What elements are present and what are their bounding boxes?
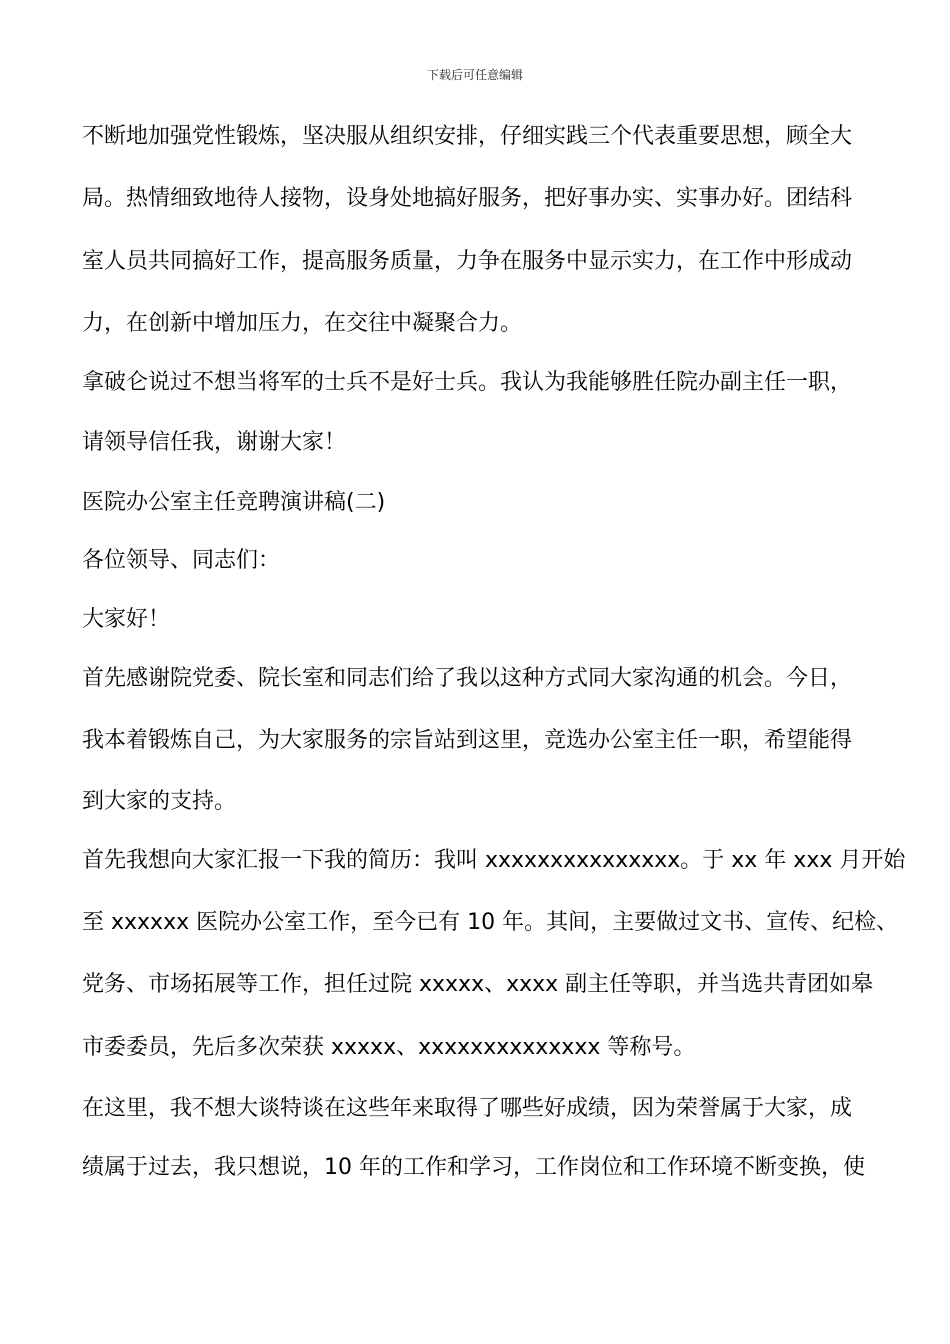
greeting: 大家好！ [82, 607, 171, 632]
text-line: 请领导信任我，谢谢大家！ [82, 430, 347, 455]
text-line: 局。热情细致地待人接物，设身处地搞好服务，把好事办实、实事办好。团结科 [82, 186, 853, 211]
text-line: 至 xxxxxx 医院办公室工作，至今已有 10 年。其间，主要做过文书、宣传、纪检、 [82, 910, 899, 935]
text-line: 室人员共同搞好工作，提高服务质量，力争在服务中显示实力，在工作中形成动 [82, 249, 853, 274]
text-line: 在这里，我不想大谈特谈在这些年来取得了哪些好成绩，因为荣誉属于大家，成 [82, 1096, 853, 1121]
text-line: 市委委员，先后多次荣获 xxxxx、xxxxxxxxxxxxxx 等称号。 [82, 1035, 696, 1060]
section-title: 医院办公室主任竞聘演讲稿(二) [82, 490, 386, 515]
text-line: 绩属于过去，我只想说，10 年的工作和学习，工作岗位和工作环境不断变换，使 [82, 1155, 865, 1180]
salutation: 各位领导、同志们： [82, 548, 281, 573]
text-line: 不断地加强党性锻炼，坚决服从组织安排，仔细实践三个代表重要思想，顾全大 [82, 124, 853, 149]
text-line: 首先我想向大家汇报一下我的简历：我叫 xxxxxxxxxxxxxxx。于 xx 年 xxx 月开始 [82, 848, 906, 873]
text-line: 我本着锻炼自己，为大家服务的宗旨站到这里，竞选办公室主任一职，希望能得 [82, 728, 853, 753]
text-line: 拿破仑说过不想当将军的士兵不是好士兵。我认为我能够胜任院办副主任一职， [82, 370, 853, 395]
text-line: 到大家的支持。 [82, 789, 237, 814]
text-line: 首先感谢院党委、院长室和同志们给了我以这种方式同大家沟通的机会。今日， [82, 666, 853, 691]
page-header: 下载后可任意编辑 [426, 68, 523, 82]
text-line: 力，在创新中增加压力，在交往中凝聚合力。 [82, 311, 523, 336]
text-line: 党务、市场拓展等工作，担任过院 xxxxx、xxxx 副主任等职，并当选共青团如皋 [82, 972, 874, 997]
